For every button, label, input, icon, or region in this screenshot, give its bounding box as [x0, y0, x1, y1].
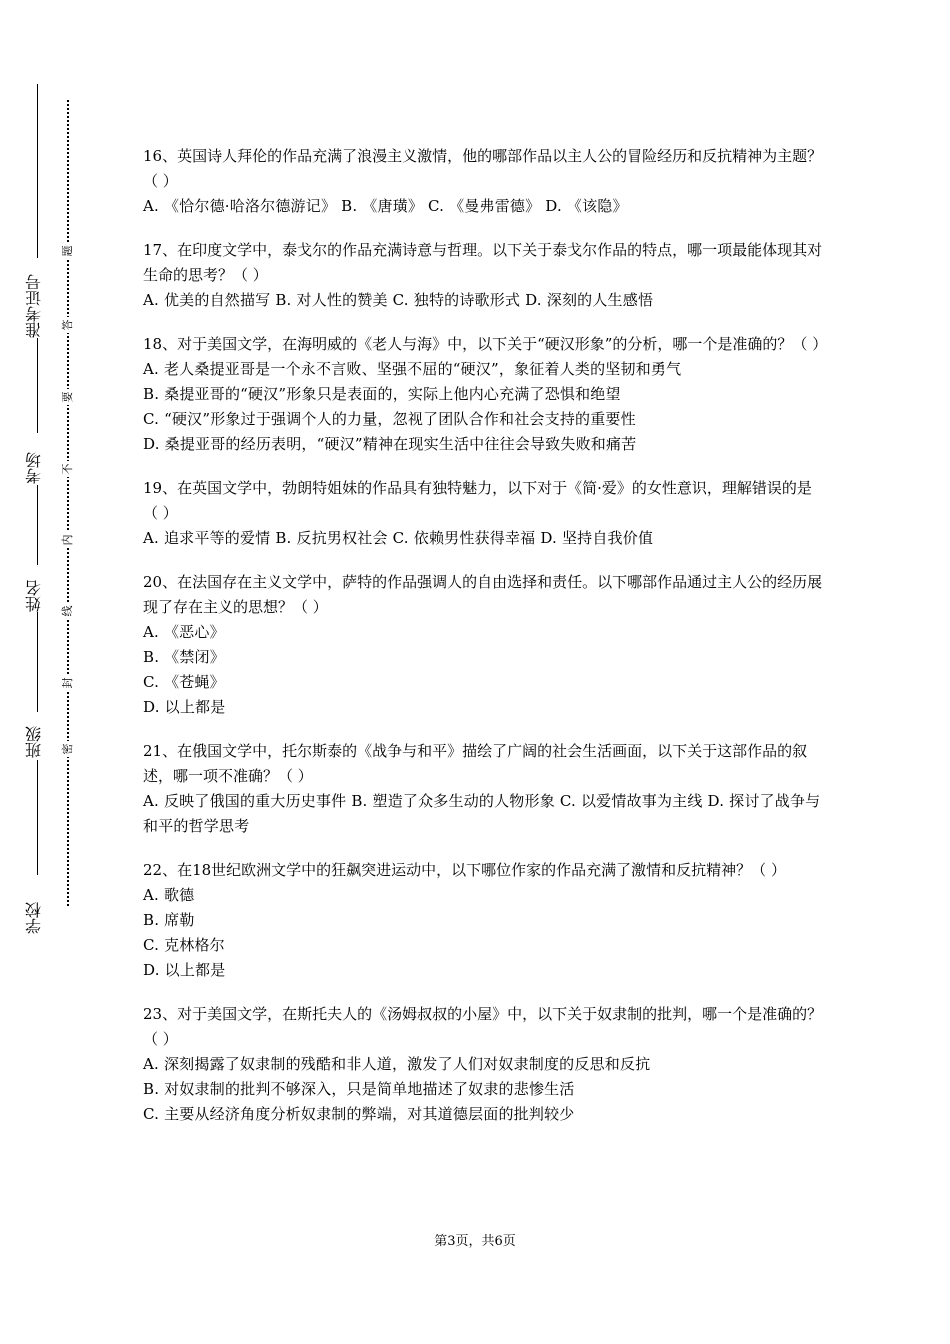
question-16 [143, 144, 823, 219]
question-22 [143, 858, 823, 983]
seal-char-ti: 题 [61, 243, 75, 259]
option-c: C. 克林格尔 [143, 936, 225, 954]
question-list [143, 144, 828, 1146]
seal-char-bu: 不 [61, 461, 75, 477]
class-label: 班级 [24, 726, 44, 758]
option-c: C. 主要从经济角度分析奴隶制的弊端，对其道德层面的批判较少 [143, 1105, 575, 1123]
school-line [37, 760, 38, 875]
exam-number-line [37, 84, 38, 258]
question-23 [143, 1002, 823, 1127]
option-a: A. 歌德 [143, 886, 195, 904]
seal-char-mi: 密 [61, 741, 75, 757]
question-text: 18、对于美国文学，在海明威的《老人与海》中，以下关于“硬汉形象”的分析，哪一个是准确的？（ ） [143, 335, 828, 353]
option-a: A. 深刻揭露了奴隶制的残酷和非人道，激发了人们对奴隶制度的反思和反抗 [143, 1055, 651, 1073]
school-field [14, 874, 54, 934]
question-21 [143, 739, 823, 839]
seal-char-da: 答 [61, 317, 75, 333]
question-text: 21、在俄国文学中，托尔斯泰的《战争与和平》描绘了广阔的社会生活画面，以下关于这部作品的叙述，哪一项不准确？（ ） [143, 742, 808, 785]
question-20 [143, 570, 823, 720]
seal-char-nei: 内 [61, 532, 75, 548]
option-d: D. 以上都是 [143, 698, 226, 716]
option-a: A. 《恶心》 [143, 623, 225, 641]
question-18 [143, 332, 828, 457]
exam-room-line [37, 338, 38, 433]
question-17 [143, 238, 823, 313]
name-field [14, 564, 54, 612]
seal-char-feng: 封 [61, 675, 75, 691]
option-c: C. “硬汉”形象过于强调个人的力量，忽视了团队合作和社会支持的重要性 [143, 410, 636, 428]
option-d: D. 桑提亚哥的经历表明，“硬汉”精神在现实生活中往往会导致失败和痛苦 [143, 435, 637, 453]
option-line: A. 《恰尔德·哈洛尔德游记》 B. 《唐璜》 C. 《曼弗雷德》 D. 《该隐》 [143, 197, 628, 215]
exam-number-label: 准考证号 [24, 274, 44, 338]
page-footer: 第3页，共6页 [434, 1234, 516, 1249]
option-b: B. 桑提亚哥的“硬汉”形象只是表面的，实际上他内心充满了恐惧和绝望 [143, 385, 621, 403]
question-text: 17、在印度文学中，泰戈尔的作品充满诗意与哲理。以下关于泰戈尔作品的特点，哪一项最能体现其对生命的思考？（ ） [143, 241, 823, 284]
option-b: B. 《禁闭》 [143, 648, 225, 666]
class-field [14, 710, 54, 758]
seal-dotted-line [67, 100, 69, 906]
option-d: D. 以上都是 [143, 961, 226, 979]
exam-number-field [14, 258, 54, 338]
exam-room-field [14, 432, 54, 484]
question-text: 22、在18世纪欧洲文学中的狂飙突进运动中，以下哪位作家的作品充满了激情和反抗精神？（ ） [143, 861, 786, 879]
class-line [37, 612, 38, 712]
exam-room-label: 考场 [24, 452, 44, 484]
option-b: B. 席勒 [143, 911, 195, 929]
option-line: A. 反映了俄国的重大历史事件 B. 塑造了众多生动的人物形象 C. 以爱情故事为主线 D. 探讨了战争与和平的哲学思考 [143, 792, 821, 835]
option-line: A. 追求平等的爱情 B. 反抗男权社会 C. 依赖男性获得幸福 D. 坚持自我价值 [143, 529, 654, 547]
seal-char-xian: 线 [61, 603, 75, 619]
question-19 [143, 476, 823, 551]
question-text: 23、对于美国文学，在斯托夫人的《汤姆叔叔的小屋》中，以下关于奴隶制的批判，哪一个是准确的？（ ） [143, 1005, 823, 1048]
option-line: A. 优美的自然描写 B. 对人性的赞美 C. 独特的诗歌形式 D. 深刻的人生感悟 [143, 291, 654, 309]
option-c: C. 《苍蝇》 [143, 673, 225, 691]
option-a: A. 老人桑提亚哥是一个永不言败、坚强不屈的“硬汉”，象征着人类的坚韧和勇气 [143, 360, 682, 378]
school-label: 学校 [24, 902, 44, 934]
name-line [37, 485, 38, 565]
name-label: 姓名 [24, 580, 44, 612]
option-b: B. 对奴隶制的批判不够深入，只是简单地描述了奴隶的悲惨生活 [143, 1080, 575, 1098]
question-text: 19、在英国文学中，勃朗特姐妹的作品具有独特魅力，以下对于《简·爱》的女性意识，理解错误的是（ ） [143, 479, 812, 522]
seal-char-yao: 要 [61, 389, 75, 405]
question-text: 20、在法国存在主义文学中，萨特的作品强调人的自由选择和责任。以下哪部作品通过主人公的经历展现了存在主义的思想？（ ） [143, 573, 823, 616]
question-text: 16、英国诗人拜伦的作品充满了浪漫主义激情，他的哪部作品以主人公的冒险经历和反抗精神为主题？（ ） [143, 147, 823, 190]
